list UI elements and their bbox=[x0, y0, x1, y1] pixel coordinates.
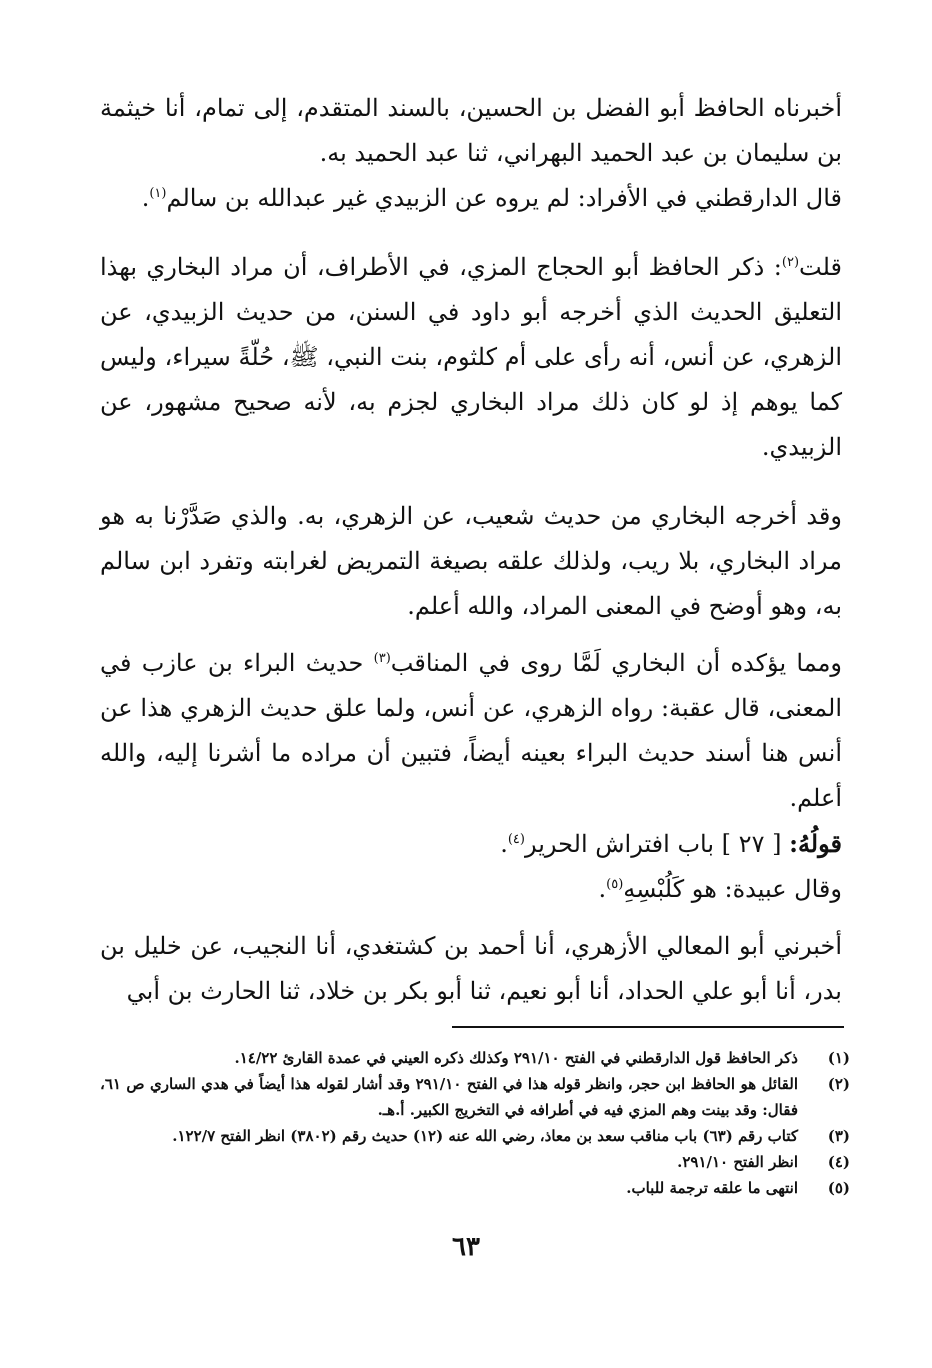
footnote-text: انتهى ما علقه ترجمة للباب. bbox=[626, 1179, 798, 1197]
paragraph-5-start: ومما يؤكده أن البخاري لَمَّا روى في المناقب bbox=[390, 649, 843, 677]
footnote-number: (٤) bbox=[827, 1153, 850, 1171]
footnote-text: القائل هو الحافظ ابن حجر، وانظر قوله هذا في الفتح ٢٩١/١٠ وقد أشار لقوله هذا أيضاً في هدي الساري ص ٦١، فقال: وقد بينت وهم المزي فيه في أطرافه في التخريج الكبير. أ.هـ. bbox=[100, 1075, 798, 1119]
heading-end: . bbox=[500, 830, 508, 858]
chapter-heading bbox=[100, 821, 842, 867]
footnote-item bbox=[100, 1175, 850, 1201]
heading-label: قولُهُ: bbox=[789, 829, 842, 858]
footnote-number: (٢) bbox=[827, 1075, 850, 1093]
page-number: ٦٣ bbox=[452, 1232, 480, 1262]
paragraph-6-text: وقال عبيدة: هو كَلُبْسِهِ bbox=[623, 875, 842, 903]
footnote-text: ذكر الحافظ قول الدارقطني في الفتح ٢٩١/١٠ وكذلك ذكره العيني في عمدة القارئ ١٤/٢٢. bbox=[234, 1049, 798, 1067]
paragraph-2 bbox=[100, 176, 842, 221]
footnote-text: انظر الفتح ٢٩١/١٠. bbox=[677, 1153, 798, 1171]
paragraph-5 bbox=[100, 641, 842, 821]
footnote-divider bbox=[452, 1026, 844, 1028]
paragraph-4: وقد أخرجه البخاري من حديث شعيب، عن الزهري، به. والذي صَدَّرْنا به هو مراد البخاري، بلا ريب، ولذلك علقه بصيغة التمريض لغرابته وتفرد ابن سالم به، وهو أوضح في المعنى المراد، والله أعلم. bbox=[100, 502, 842, 620]
paragraph-1: أخبرناه الحافظ أبو الفضل بن الحسين، بالسند المتقدم، إلى تمام، أنا خيثمة بن سليمان بن عبد الحميد البهراني، ثنا عبد الحميد به. bbox=[100, 94, 842, 167]
paragraph-6 bbox=[100, 867, 842, 912]
footnote-number: (٣) bbox=[827, 1127, 850, 1145]
footnote-ref-1[interactable]: (١) bbox=[149, 186, 167, 201]
footnote-item bbox=[100, 1123, 850, 1149]
paragraph-3-text: : ذكر الحافظ أبو الحجاج المزي، في الأطراف، أن مراد البخاري بهذا التعليق الحديث الذي أخرجه أبو داود في السنن، من حديث الزبيدي، عن الزهري، عن أنس، أنه رأى على أم كلثوم، بنت النبي، ﷺ، حُلّةً سيراء، وليس كما يوهم إذ لو كان ذلك مراد البخاري لجزم به، لأنه صحيح مشهور، عن الزبيدي. bbox=[100, 253, 842, 461]
paragraph-2-text: قال الدارقطني في الأفراد: لم يروه عن الزبيدي غير عبدالله بن سالم bbox=[166, 184, 842, 212]
footnote-ref-5[interactable]: (٥) bbox=[606, 877, 624, 892]
footnote-ref-2[interactable]: (٢) bbox=[781, 255, 800, 270]
paragraph-3-start: قلت bbox=[799, 253, 842, 281]
footnote-item bbox=[100, 1149, 850, 1175]
footnote-ref-4[interactable]: (٤) bbox=[507, 832, 525, 847]
footnote-item bbox=[100, 1045, 850, 1071]
paragraph-6-end: . bbox=[598, 875, 607, 903]
paragraph-5-text: حديث البراء بن عازب في المعنى، قال عقبة: رواه الزهري، عن أنس، ولما علق حديث الزهري هذا عن أنس هنا أسند حديث البراء بعينه أيضاً، فتبين أن مراده ما أشرنا إليه، والله أعلم. bbox=[100, 649, 842, 812]
footnote-number: (٥) bbox=[827, 1179, 850, 1197]
footnote-ref-3[interactable]: (٣) bbox=[373, 651, 391, 666]
paragraph-3 bbox=[100, 245, 842, 470]
footnote-number: (١) bbox=[827, 1049, 850, 1067]
footnotes bbox=[100, 1045, 850, 1201]
main-text bbox=[100, 86, 842, 1014]
paragraph-2-end: . bbox=[141, 184, 150, 212]
paragraph-7: أخبرني أبو المعالي الأزهري، أنا أحمد بن كشتغدي، أنا النجيب، عن خليل بن بدر، أنا أبو علي الحداد، أنا أبو نعيم، ثنا أبو بكر بن خلاد، ثنا الحارث بن أبي bbox=[100, 932, 842, 1005]
footnote-item bbox=[100, 1071, 850, 1123]
heading-text: [ ٢٧ ] باب افتراش الحرير bbox=[524, 830, 790, 858]
footnote-text: كتاب رقم (٦٣) باب مناقب سعد بن معاذ، رضي الله عنه (١٢) حديث رقم (٣٨٠٢) انظر الفتح ١٢٢/٧. bbox=[172, 1127, 798, 1145]
